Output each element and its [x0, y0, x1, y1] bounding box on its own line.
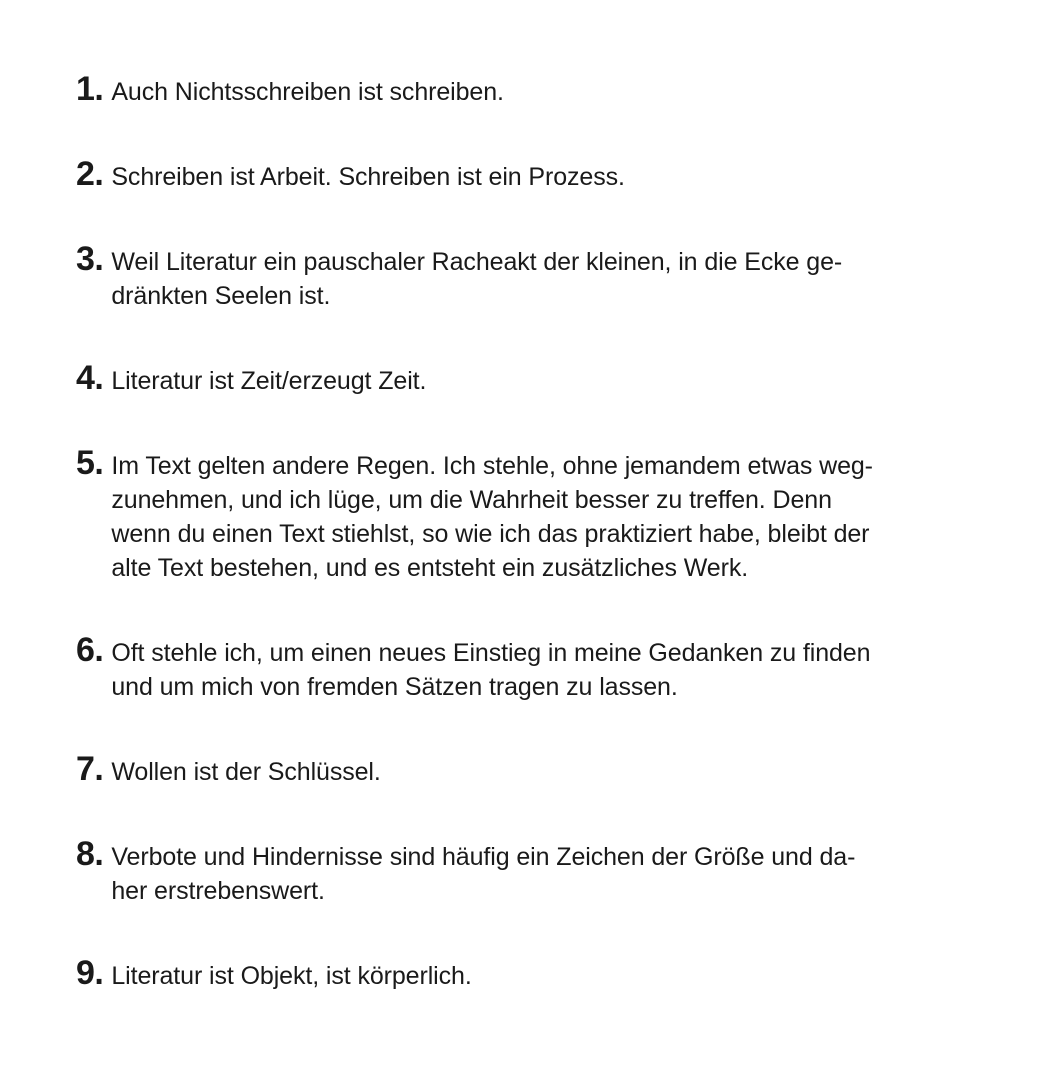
thesis-item	[76, 242, 976, 313]
thesis-text: Weil Literatur ein pauschaler Racheakt der kleinen, in die Ecke ge- dränkten Seelen ist.	[111, 248, 843, 310]
thesis-text: Oft stehle ich, um einen neues Einstieg in meine Gedanken zu finden und um mich von fremden Sätzen tragen zu lassen.	[111, 639, 871, 701]
thesis-item	[76, 956, 976, 993]
thesis-text: Im Text gelten andere Regen. Ich stehle, ohne jemandem etwas weg- zunehmen, und ich lüge, um die Wahrheit besser zu treffen. Denn wenn du einen Text stiehlst, so wie ich das praktiziert habe, bleibt der alte Text bestehen, und es entsteht ein zusätzliches Werk.	[111, 452, 873, 582]
thesis-item	[76, 157, 976, 194]
thesis-number: 4.	[76, 359, 104, 397]
thesis-item	[76, 72, 976, 109]
thesis-number: 6.	[76, 631, 104, 669]
theses-list	[76, 72, 976, 993]
thesis-number: 2.	[76, 155, 104, 193]
thesis-item	[76, 633, 976, 704]
thesis-text: Schreiben ist Arbeit. Schreiben ist ein Prozess.	[111, 163, 625, 191]
thesis-number: 5.	[76, 444, 104, 482]
thesis-item	[76, 837, 976, 908]
thesis-number: 3.	[76, 240, 104, 278]
thesis-number: 8.	[76, 835, 104, 873]
thesis-item	[76, 752, 976, 789]
thesis-text: Literatur ist Zeit/erzeugt Zeit.	[111, 367, 427, 395]
thesis-text: Auch Nichtsschreiben ist schreiben.	[111, 78, 504, 106]
thesis-text: Literatur ist Objekt, ist körperlich.	[111, 962, 472, 990]
thesis-number: 1.	[76, 70, 104, 108]
thesis-item	[76, 361, 976, 398]
thesis-text: Verbote und Hindernisse sind häufig ein Zeichen der Größe und da- her erstrebenswert.	[111, 843, 856, 905]
thesis-text: Wollen ist der Schlüssel.	[111, 758, 381, 786]
thesis-number: 7.	[76, 750, 104, 788]
thesis-item	[76, 446, 976, 585]
thesis-number: 9.	[76, 954, 104, 992]
